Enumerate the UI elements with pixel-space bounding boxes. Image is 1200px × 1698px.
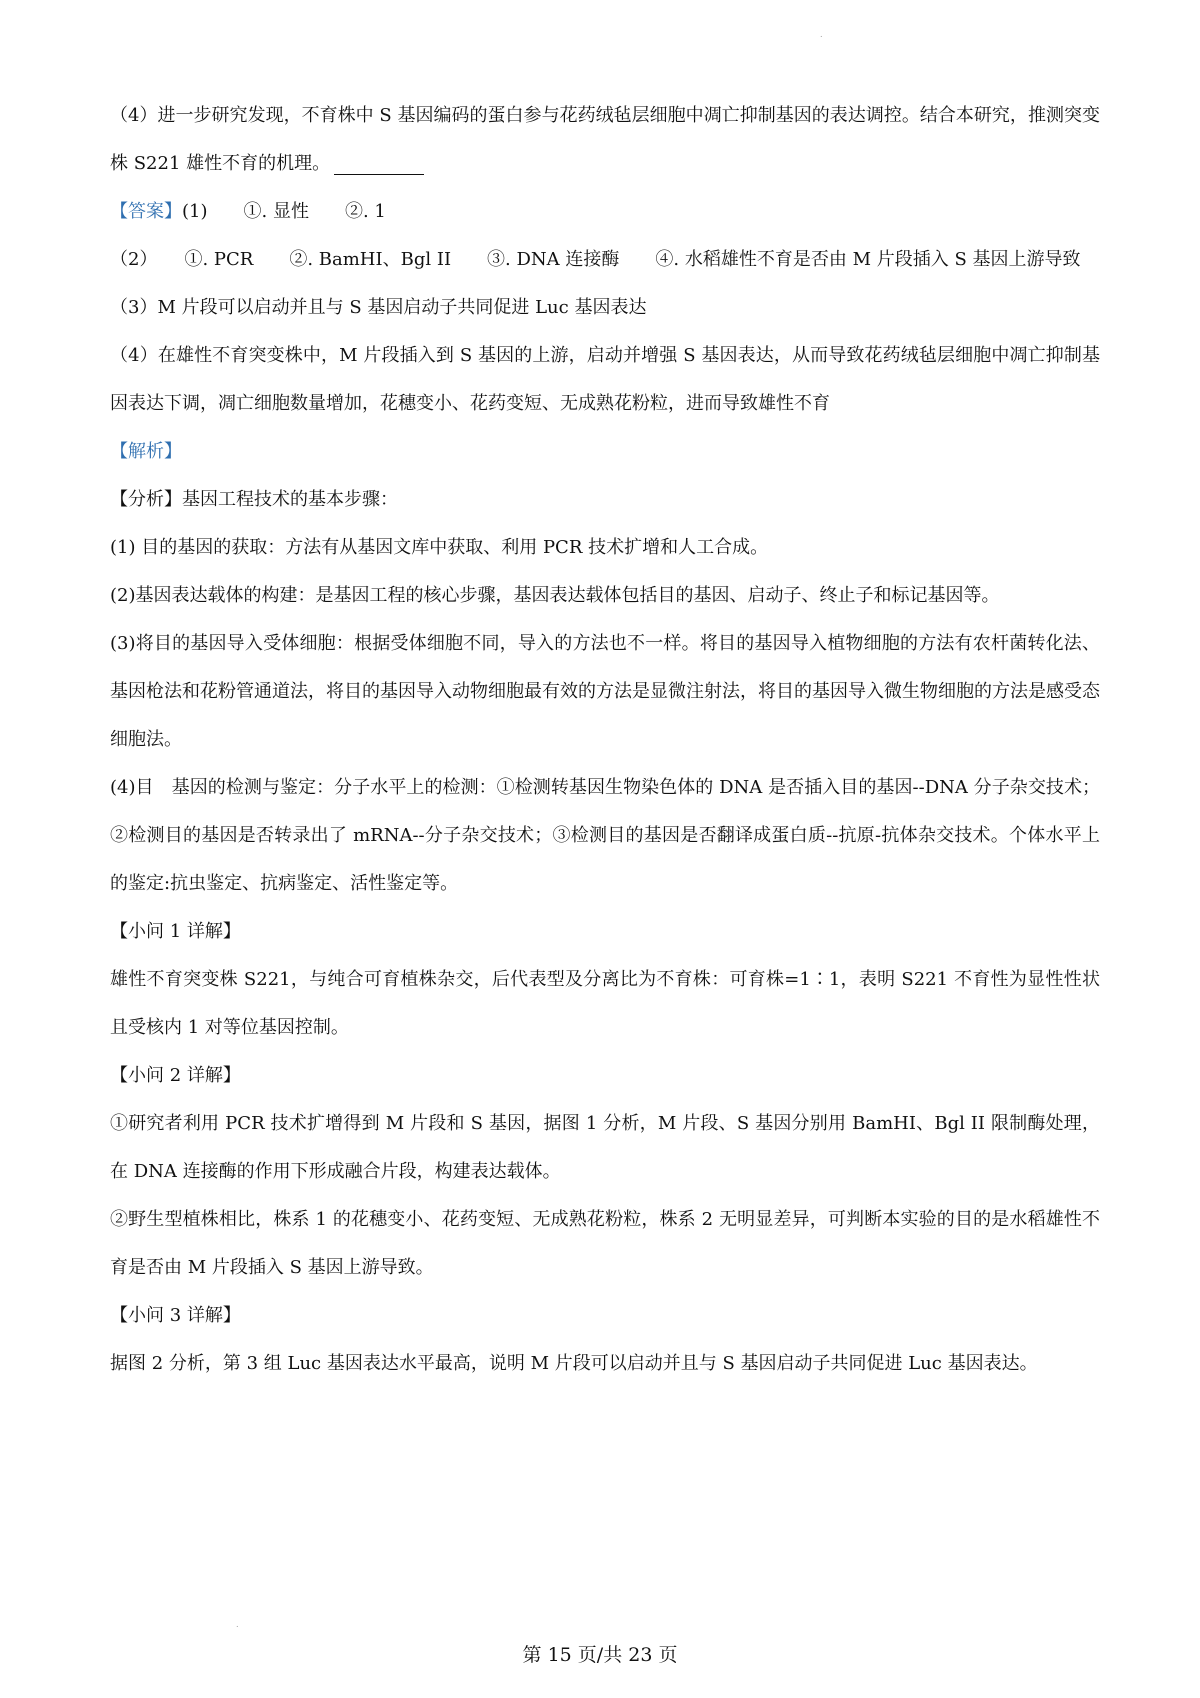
sub-question-3-detail: 据图 2 分析，第 3 组 Luc 基因表达水平最高，说明 M 片段可以启动并且与 S 基因启动子共同促进 Luc 基因表达。 xyxy=(110,1353,1038,1374)
scan-mark: . xyxy=(820,30,823,39)
answer-label: 【答案】 xyxy=(110,201,182,222)
analysis-step-2: (2)基因表达载体的构建：是基因工程的核心步骤，基因表达载体包括目的基因、启动子、终止子和标记基因等。 xyxy=(110,585,1000,606)
analysis-heading: 【分析】基因工程技术的基本步骤： xyxy=(110,489,398,510)
question-4: （4）进一步研究发现，不育株中 S 基因编码的蛋白参与花药绒毡层细胞中凋亡抑制基因的表达调控。结合本研究，推测突变株 S221 雄性不育的机理。 xyxy=(110,105,1100,174)
analysis-label: 【解析】 xyxy=(110,441,182,462)
answer-part-3: （3）M 片段可以启动并且与 S 基因启动子共同促进 Luc 基因表达 xyxy=(110,297,647,318)
analysis-step-4: (4)目 基因的检测与鉴定：分子水平上的检测：①检测转基因生物染色体的 DNA 是否插入目的基因--DNA 分子杂交技术；②检测目的基因是否转录出了 mRNA--分子杂交技术；③检测目的基因是否翻译成蛋白质--抗原-抗体杂交技术。个体水平上的鉴定:抗虫鉴定、抗病鉴定、活性鉴定等。 xyxy=(110,777,1100,894)
page-content xyxy=(110,92,1100,1388)
analysis-step-1: (1) 目的基因的获取：方法有从基因文库中获取、利用 PCR 技术扩增和人工合成。 xyxy=(110,537,769,558)
sub-question-1-title: 【小问 1 详解】 xyxy=(110,921,241,942)
sub-question-2-detail-a: ①研究者利用 PCR 技术扩增得到 M 片段和 S 基因，据图 1 分析，M 片段、S 基因分别用 BamHI、Bgl II 限制酶处理，在 DNA 连接酶的作用下形成融合片段，构建表达载体。 xyxy=(110,1113,1100,1182)
answer-part-1: 【答案】(1) ①. 显性 ②. 1 xyxy=(110,201,386,222)
sub-question-2-title: 【小问 2 详解】 xyxy=(110,1065,241,1086)
page-number: 第 15 页/共 23 页 xyxy=(522,1644,678,1666)
sub-question-3-title: 【小问 3 详解】 xyxy=(110,1305,241,1326)
sub-question-1-detail: 雄性不育突变株 S221，与纯合可育植株杂交，后代表型及分离比为不育株：可育株=1∶1，表明 S221 不育性为显性性状且受核内 1 对等位基因控制。 xyxy=(110,969,1100,1038)
answer-blank xyxy=(334,154,424,175)
answer-part-4: （4）在雄性不育突变株中，M 片段插入到 S 基因的上游，启动并增强 S 基因表达，从而导致花药绒毡层细胞中凋亡抑制基因表达下调，凋亡细胞数量增加，花穗变小、花药变短、无成熟花粉粒，进而导致雄性不育 xyxy=(110,345,1100,414)
sub-question-2-detail-b: ②野生型植株相比，株系 1 的花穗变小、花药变短、无成熟花粉粒，株系 2 无明显差异，可判断本实验的目的是水稻雄性不育是否由 M 片段插入 S 基因上游导致。 xyxy=(110,1209,1100,1278)
analysis-step-3: (3)将目的基因导入受体细胞：根据受体细胞不同，导入的方法也不一样。将目的基因导入植物细胞的方法有农杆菌转化法、基因枪法和花粉管通道法，将目的基因导入动物细胞最有效的方法是显微注射法，将目的基因导入微生物细胞的方法是感受态细胞法。 xyxy=(110,633,1100,750)
answer-part-2: （2） ①. PCR ②. BamHI、Bgl II ③. DNA 连接酶 ④. 水稻雄性不育是否由 M 片段插入 S 基因上游导致 xyxy=(110,249,1081,270)
scan-mark: . xyxy=(236,1620,239,1629)
